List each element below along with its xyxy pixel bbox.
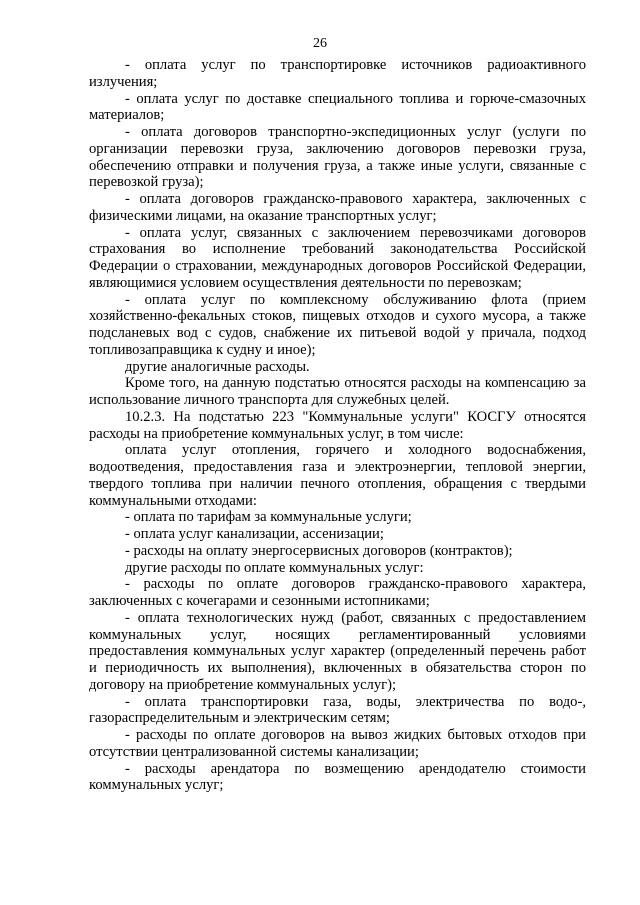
document-body [89,57,586,794]
paragraph: - оплата транспортировки газа, воды, электричества по водо-, газораспределительным и электрическим сетям; [89,693,586,727]
paragraph: - расходы по оплате договоров на вывоз жидких бытовых отходов при отсутствии централизованной системы канализации; [89,727,586,760]
paragraph: - оплата услуг, связанных с заключением перевозчиками договоров страхования во исполнение требований законодательства Российской Федерации о страховании, международных договоров Российской Федерации, являющимися условием осуществления деятельности по перевозкам; [89,224,586,291]
paragraph: другие аналогичные расходы. [125,358,310,375]
paragraph: оплата услуг отопления, горячего и холодного водоснабжения, водоотведения, предоставления газа и электроэнергии, тепловой энергии, твердого топлива при наличии печного отопления, обращения с твердыми коммунальными отходами: [89,442,586,509]
page-number: 26 [313,36,327,51]
paragraph: - расходы арендатора по возмещению арендодателю стоимости коммунальных услуг; [89,760,586,794]
paragraph: Кроме того, на данную подстатью относятся расходы на компенсацию за использование личного транспорта для служебных целей. [89,375,586,408]
paragraph: - оплата услуг канализации, ассенизации; [125,526,384,542]
paragraph: - расходы на оплату энергосервисных договоров (контрактов); [125,542,513,559]
paragraph: - оплата договоров транспортно-экспедиционных услуг (услуги по организации перевозки груза, заключению договоров перевозки груза, обеспечению отправки и получения груза, а также иные услуги, связанные с перевозкой груза); [89,124,586,191]
paragraph: - оплата услуг по доставке специального топлива и горюче-смазочных материалов; [89,90,586,124]
paragraph: - оплата по тарифам за коммунальные услуги; [125,509,412,526]
paragraph: другие расходы по оплате коммунальных услуг: [125,559,424,576]
paragraph: - оплата услуг по транспортировке источников радиоактивного излучения; [89,57,586,90]
paragraph: 10.2.3. На подстатью 223 "Коммунальные услуги" КОСГУ относятся расходы на приобретение коммунальных услуг, в том числе: [89,408,586,442]
paragraph: - оплата технологических нужд (работ, связанных с предоставлением коммунальных услуг, носящих регламентированный условиями предоставления коммунальных услуг характер (определенный перечень работ и периодичность их выполнения), включенных в обязательства сторон по договору на приобретение коммунальных услуг); [89,609,586,693]
paragraph: - оплата договоров гражданско-правового характера, заключенных с физическими лицами, на оказание транспортных услуг; [89,191,586,224]
paragraph: - оплата услуг по комплексному обслуживанию флота (прием хозяйственно-фекальных стоков, пищевых отходов и сухого мусора, а также подсланевых вод с судов, снабжение их питьевой водой у причала, подход топливозаправщика к судну и иное); [89,291,586,358]
paragraph: - расходы по оплате договоров гражданско-правового характера, заключенных с кочегарами и сезонными истопниками; [89,576,586,609]
